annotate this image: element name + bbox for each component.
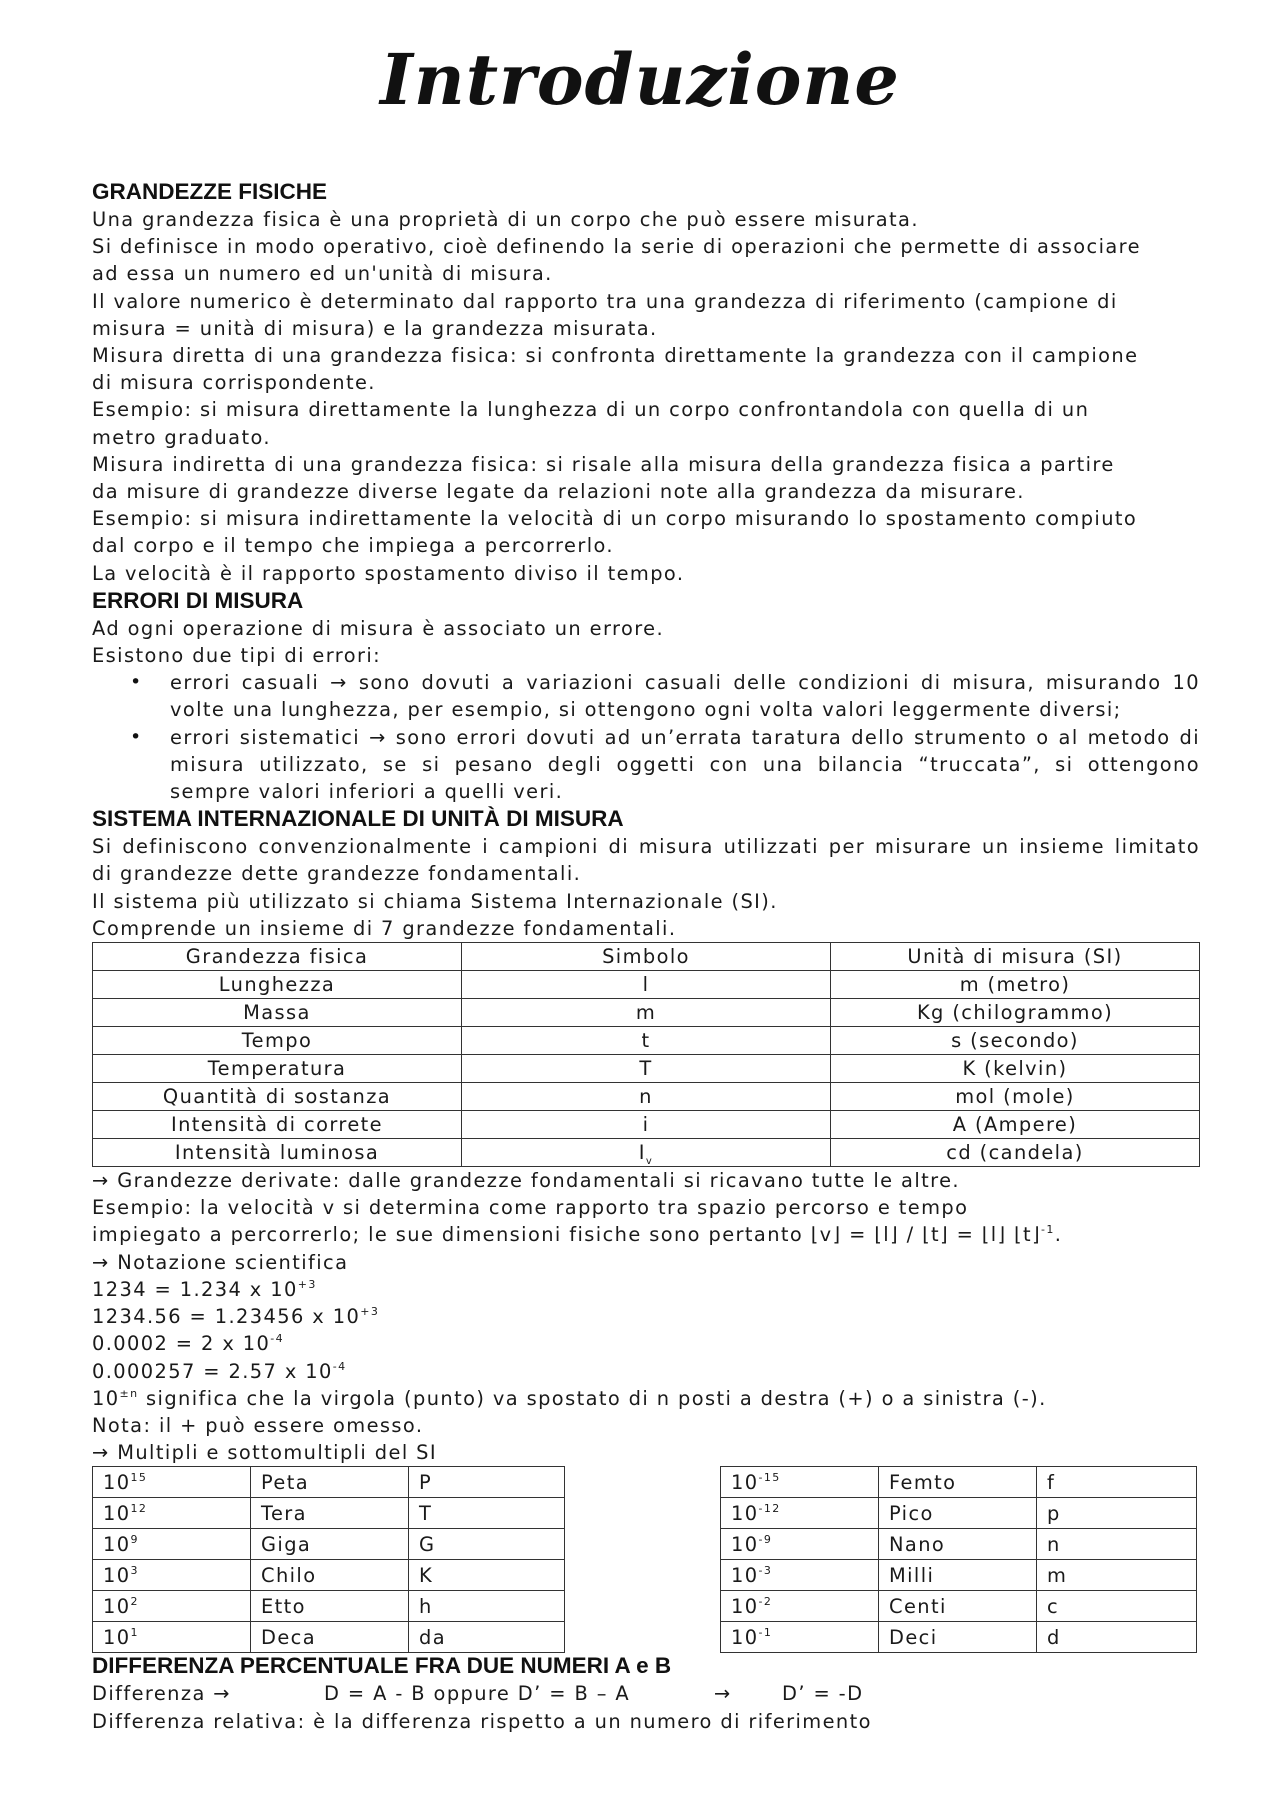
table-row: [721, 1467, 1197, 1498]
text-line: ad essa un numero ed un'unità di misura.: [92, 262, 553, 286]
sci-exponent: +3: [297, 1277, 317, 1291]
diff-formula: D = A - B oppure D’ = B – A: [324, 1682, 631, 1706]
text-line: La velocità è il rapporto spostamento diviso il tempo.: [92, 561, 685, 585]
power-cell: [721, 1560, 879, 1591]
prefix-symbol-cell: d: [1037, 1622, 1197, 1653]
text-paragraph: Si definiscono convenzionalmente i campioni di misura utilizzati per misurare un insieme limitato di grandezze dette grandezze fondamentali.: [92, 835, 1200, 886]
prefix-symbol-cell: G: [409, 1529, 565, 1560]
multiples-table: [92, 1466, 565, 1653]
text-line: Comprende un insieme di 7 grandezze fondamentali.: [92, 916, 677, 940]
text-line: Ad ogni operazione di misura è associato un errore.: [92, 616, 665, 640]
text-line: metro graduato.: [92, 425, 271, 449]
table-cell: Quantità di sostanza: [93, 1083, 462, 1111]
table-cell: s (secondo): [831, 1027, 1200, 1055]
table-cell: mol (mole): [831, 1083, 1200, 1111]
table-row: [93, 1083, 1200, 1111]
prefix-name-cell: Pico: [879, 1498, 1037, 1529]
bullet-icon: •: [130, 671, 142, 694]
power-cell: [93, 1560, 251, 1591]
text-line: Misura diretta di una grandezza fisica: si confronta direttamente la grandezza con il campione: [92, 344, 1139, 368]
power-cell: [93, 1591, 251, 1622]
text-line: Esistono due tipi di errori:: [92, 644, 382, 668]
prefix-symbol-cell: da: [409, 1622, 565, 1653]
table-cell: i: [462, 1111, 831, 1139]
text-line: Nota: il + può essere omesso.: [92, 1413, 424, 1437]
power-cell: [721, 1591, 879, 1622]
table-cell: n: [462, 1083, 831, 1111]
power-cell: [721, 1529, 879, 1560]
sci-exponent: +3: [360, 1305, 380, 1319]
prefix-name-cell: Deca: [251, 1622, 409, 1653]
power-base: 10: [103, 1625, 131, 1649]
table-cell: A (Ampere): [831, 1111, 1200, 1139]
text-line: Si definisce in modo operativo, cioè definendo la serie di operazioni che permette di associare: [92, 235, 1141, 259]
prefix-name-cell: Tera: [251, 1498, 409, 1529]
table-row: [93, 1498, 565, 1529]
power-base: 10: [103, 1532, 131, 1556]
table-cell: t: [462, 1027, 831, 1055]
page-title: Introduzione: [380, 38, 900, 121]
bullet-text-errori-casuali: errori casuali → sono dovuti a variazioni casuali delle condizioni di misura, misurando 10 volte una lunghezza, per esempio, si ottengono ogni volta valori leggermente diversi;: [170, 671, 1200, 722]
table-header-cell: Simbolo: [462, 943, 831, 971]
table-cell: Lunghezza: [93, 971, 462, 999]
si-units-table: [92, 942, 1200, 1167]
sci-base: 1234 = 1.234 x 10: [92, 1277, 298, 1301]
prefix-name-cell: Milli: [879, 1560, 1037, 1591]
table-cell: Tempo: [93, 1027, 462, 1055]
power-cell: [93, 1467, 251, 1498]
multiples-tables: [92, 1466, 1200, 1652]
table-cell: K (kelvin): [831, 1055, 1200, 1083]
prefix-symbol-cell: P: [409, 1467, 565, 1498]
table-header-cell: Unità di misura (SI): [831, 943, 1200, 971]
heading-differenza-percentuale: DIFFERENZA PERCENTUALE FRA DUE NUMERI A e B: [92, 1653, 672, 1679]
power-cell: [721, 1498, 879, 1529]
table-row: [93, 1591, 565, 1622]
symbol-text: I: [638, 1140, 646, 1164]
sci-line: [92, 1358, 1200, 1385]
power-exponent: 9: [130, 1532, 139, 1546]
prefix-name-cell: Nano: [879, 1529, 1037, 1560]
power-cell: [721, 1622, 879, 1653]
sci-exponent: -4: [332, 1359, 347, 1373]
submultiples-table: [720, 1466, 1197, 1653]
prefix-name-cell: Deci: [879, 1622, 1037, 1653]
heading-sistema-internazionale: SISTEMA INTERNAZIONALE DI UNITÀ DI MISURA: [92, 806, 624, 832]
table-cell: Massa: [93, 999, 462, 1027]
power-exponent: -3: [758, 1563, 773, 1577]
power-base: 10: [731, 1594, 759, 1618]
table-cell: Temperatura: [93, 1055, 462, 1083]
prefix-name-cell: Peta: [251, 1467, 409, 1498]
table-row: [721, 1498, 1197, 1529]
power-explanation: significa che la virgola (punto) va spostato di n posti a destra (+) o a sinistra (-).: [138, 1386, 1047, 1410]
prefix-symbol-cell: T: [409, 1498, 565, 1529]
power-exponent: 3: [130, 1563, 139, 1577]
symbol-subscript: v: [645, 1155, 654, 1167]
section-grandezze-fisiche-text: [92, 206, 1200, 587]
prefix-name-cell: Giga: [251, 1529, 409, 1560]
formula-end: .: [1054, 1223, 1063, 1247]
prefix-name-cell: Femto: [879, 1467, 1037, 1498]
prefix-symbol-cell: n: [1037, 1529, 1197, 1560]
sci-exponent: -4: [270, 1332, 285, 1346]
prefix-symbol-cell: c: [1037, 1591, 1197, 1622]
text-line: Una grandezza fisica è una proprietà di un corpo che può essere misurata.: [92, 208, 919, 231]
power-exponent: -15: [758, 1470, 781, 1484]
table-row: [93, 999, 1200, 1027]
power-base: 10: [731, 1501, 759, 1525]
power-cell: [93, 1622, 251, 1653]
list-item: [130, 669, 1200, 723]
sci-line: [92, 1303, 1200, 1330]
table-row: [93, 1467, 565, 1498]
power-exponent: ±n: [119, 1386, 139, 1400]
text-line: Esempio: si misura indirettamente la velocità di un corpo misurando lo spostamento compiuto: [92, 507, 1138, 531]
power-exponent: -2: [758, 1594, 773, 1608]
table-row: [721, 1529, 1197, 1560]
table-cell: T: [462, 1055, 831, 1083]
text-line: [92, 1680, 1200, 1707]
sci-line: [92, 1330, 1200, 1357]
text-line: di misura corrispondente.: [92, 371, 376, 395]
text-line: Differenza relativa: è la differenza rispetto a un numero di riferimento: [92, 1709, 872, 1733]
power-base: 10: [731, 1532, 759, 1556]
power-base: 10: [103, 1563, 131, 1587]
text-line: misura = unità di misura) e la grandezza misurata.: [92, 316, 658, 340]
diff-result: D’ = -D: [782, 1682, 864, 1706]
prefix-symbol-cell: K: [409, 1560, 565, 1591]
text-line: Il valore numerico è determinato dal rapporto tra una grandezza di riferimento (campione di: [92, 289, 1118, 313]
arrow-icon: →: [714, 1682, 732, 1706]
text-line: → Grandezze derivate: dalle grandezze fondamentali si ricavano tutte le altre.: [92, 1169, 960, 1193]
heading-errori-di-misura: ERRORI DI MISURA: [92, 587, 304, 613]
power-base: 10: [103, 1501, 131, 1525]
power-base: 10: [731, 1563, 759, 1587]
power-exponent: 15: [130, 1470, 148, 1484]
table-cell: l: [462, 971, 831, 999]
table-row: [93, 1027, 1200, 1055]
sci-base: 1234.56 = 1.23456 x 10: [92, 1305, 361, 1329]
power-exponent: -9: [758, 1532, 773, 1546]
power-base: 10: [92, 1386, 120, 1410]
text-line: [92, 1221, 1200, 1248]
table-row: [93, 1055, 1200, 1083]
list-item: [130, 724, 1200, 806]
heading-grandezze-fisiche: GRANDEZZE FISICHE: [92, 179, 328, 204]
power-cell: [93, 1498, 251, 1529]
table-cell: [462, 1139, 831, 1167]
power-cell: [721, 1467, 879, 1498]
text-line: Misura indiretta di una grandezza fisica: si risale alla misura della grandezza fisica a partire: [92, 452, 1115, 476]
table-row: [93, 1560, 565, 1591]
text-line: → Multipli e sottomultipli del SI: [92, 1441, 438, 1465]
text-line: [92, 1385, 1200, 1412]
document-body: [92, 178, 1200, 1735]
power-base: 10: [731, 1470, 759, 1494]
table-row: [93, 1622, 565, 1653]
table-row: [721, 1622, 1197, 1653]
text-line: dal corpo e il tempo che impiega a percorrerlo.: [92, 534, 614, 558]
table-cell: cd (candela): [831, 1139, 1200, 1167]
diff-label: Differenza →: [92, 1682, 231, 1706]
text-line: Il sistema più utilizzato si chiama Sistema Internazionale (SI).: [92, 889, 778, 913]
table-cell: m (metro): [831, 971, 1200, 999]
table-cell: Kg (chilogrammo): [831, 999, 1200, 1027]
table-header-row: [93, 943, 1200, 971]
table-cell: Intensità di correte: [93, 1111, 462, 1139]
power-exponent: -1: [758, 1625, 773, 1639]
table-row: [93, 1139, 1200, 1167]
power-exponent: 1: [130, 1625, 139, 1639]
power-exponent: -12: [758, 1501, 781, 1515]
text-line: → Notazione scientifica: [92, 1250, 349, 1274]
power-base: 10: [103, 1470, 131, 1494]
table-cell: m: [462, 999, 831, 1027]
power-base: 10: [103, 1594, 131, 1618]
prefix-symbol-cell: h: [409, 1591, 565, 1622]
prefix-symbol-cell: p: [1037, 1498, 1197, 1529]
bullet-text-errori-sistematici: errori sistematici → sono errori dovuti ad un’errata taratura dello strumento o al metodo di misura utilizzato, se si pesano degli oggetti con una bilancia “truccata”, si ottengono sempre valori inferiori a quelli veri.: [170, 725, 1200, 804]
formula-text: impiegato a percorrerlo; le sue dimensioni fisiche sono pertanto ⌊v⌋ = ⌊l⌋ / ⌊t⌋ = ⌊l⌋ ⌊t⌋: [92, 1223, 1041, 1247]
bullet-icon: •: [130, 725, 142, 748]
table-row: [721, 1560, 1197, 1591]
table-cell: Intensità luminosa: [93, 1139, 462, 1167]
table-row: [93, 971, 1200, 999]
sci-line: [92, 1276, 1200, 1303]
text-line: Esempio: si misura direttamente la lunghezza di un corpo confrontandola con quella di un: [92, 398, 1090, 422]
table-row: [93, 1111, 1200, 1139]
table-row: [721, 1591, 1197, 1622]
text-line: Esempio: la velocità v si determina come rapporto tra spazio percorso e tempo: [92, 1196, 969, 1220]
prefix-symbol-cell: f: [1037, 1467, 1197, 1498]
table-row: [93, 1529, 565, 1560]
power-cell: [93, 1529, 251, 1560]
prefix-name-cell: Chilo: [251, 1560, 409, 1591]
sci-base: 0.000257 = 2.57 x 10: [92, 1359, 333, 1383]
sci-base: 0.0002 = 2 x 10: [92, 1332, 271, 1356]
prefix-name-cell: Etto: [251, 1591, 409, 1622]
table-header-cell: Grandezza fisica: [93, 943, 462, 971]
prefix-name-cell: Centi: [879, 1591, 1037, 1622]
text-line: da misure di grandezze diverse legate da relazioni note alla grandezza da misurare.: [92, 480, 1025, 504]
power-base: 10: [731, 1625, 759, 1649]
power-exponent: 12: [130, 1501, 148, 1515]
prefix-symbol-cell: m: [1037, 1560, 1197, 1591]
power-exponent: 2: [130, 1594, 139, 1608]
formula-exponent: -1: [1041, 1223, 1055, 1237]
